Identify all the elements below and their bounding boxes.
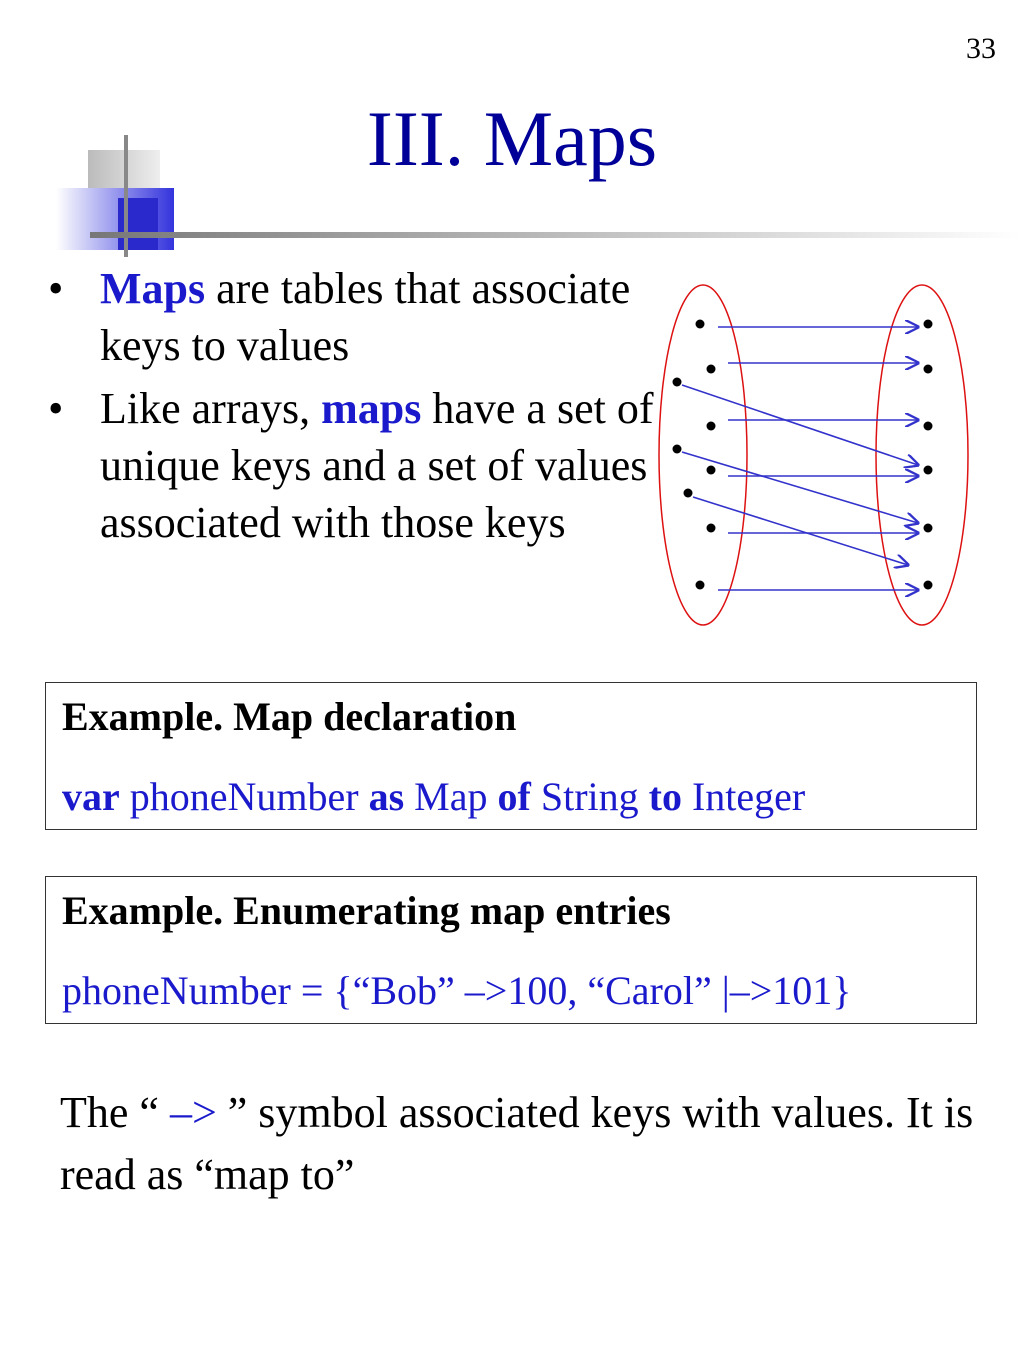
example-1-code bbox=[62, 773, 805, 820]
footer-text-after: ” symbol associated keys with values. It is read as “map to” bbox=[60, 1088, 974, 1199]
keys-ellipse bbox=[659, 285, 747, 625]
code-text: phoneNumber bbox=[119, 774, 369, 819]
key-dot bbox=[673, 445, 682, 454]
bullet-item-2 bbox=[40, 380, 660, 551]
value-dot bbox=[924, 365, 933, 374]
bullet-2-text-after: have a set of unique keys and a set of values associated with those keys bbox=[100, 384, 654, 547]
key-dot bbox=[707, 365, 716, 374]
bullet-1-highlight: Maps bbox=[100, 264, 206, 313]
keyword-var: var bbox=[62, 774, 120, 819]
footer-text-before: The “ bbox=[60, 1088, 170, 1137]
slide-title: III. Maps bbox=[366, 95, 658, 182]
bullet-list bbox=[40, 260, 660, 557]
map-arrow bbox=[682, 385, 918, 465]
map-diagram bbox=[650, 275, 980, 635]
example-2-code: phoneNumber = {“Bob” –>100, “Carol” |–>101} bbox=[62, 968, 852, 1013]
key-dot bbox=[696, 581, 705, 590]
footer-symbol: –> bbox=[169, 1088, 217, 1137]
code-text: String bbox=[530, 774, 649, 819]
code-text: Map bbox=[404, 774, 498, 819]
deco-horizontal-line bbox=[90, 232, 1020, 238]
value-dot bbox=[924, 422, 933, 431]
map-arrow bbox=[682, 452, 918, 523]
value-dot bbox=[924, 466, 933, 475]
value-dot bbox=[924, 320, 933, 329]
bullet-dot-icon: • bbox=[48, 384, 64, 433]
key-dot bbox=[696, 320, 705, 329]
map-arrow bbox=[693, 497, 908, 565]
key-dot bbox=[684, 489, 693, 498]
keyword-to: to bbox=[648, 774, 682, 819]
value-dot bbox=[924, 581, 933, 590]
bullet-2-highlight: maps bbox=[321, 384, 422, 433]
bullet-dot-icon: • bbox=[48, 264, 64, 313]
key-dot bbox=[673, 378, 682, 387]
bullet-item-1 bbox=[40, 260, 660, 374]
footer-note bbox=[60, 1082, 980, 1206]
key-dot bbox=[707, 422, 716, 431]
code-text: Integer bbox=[681, 774, 806, 819]
example-2-title: Example. Enumerating map entries bbox=[62, 888, 671, 933]
key-dot bbox=[707, 524, 716, 533]
value-dot bbox=[924, 524, 933, 533]
key-dot bbox=[707, 466, 716, 475]
page-number: 33 bbox=[966, 32, 996, 65]
keyword-of: of bbox=[497, 774, 531, 819]
example-enumerating-box bbox=[45, 876, 977, 1024]
example-map-declaration-box bbox=[45, 682, 977, 830]
example-1-title: Example. Map declaration bbox=[62, 694, 517, 739]
keyword-as: as bbox=[368, 774, 405, 819]
bullet-2-text-before: Like arrays, bbox=[100, 384, 322, 433]
bullet-1-text: are tables that associate keys to values bbox=[100, 264, 631, 370]
